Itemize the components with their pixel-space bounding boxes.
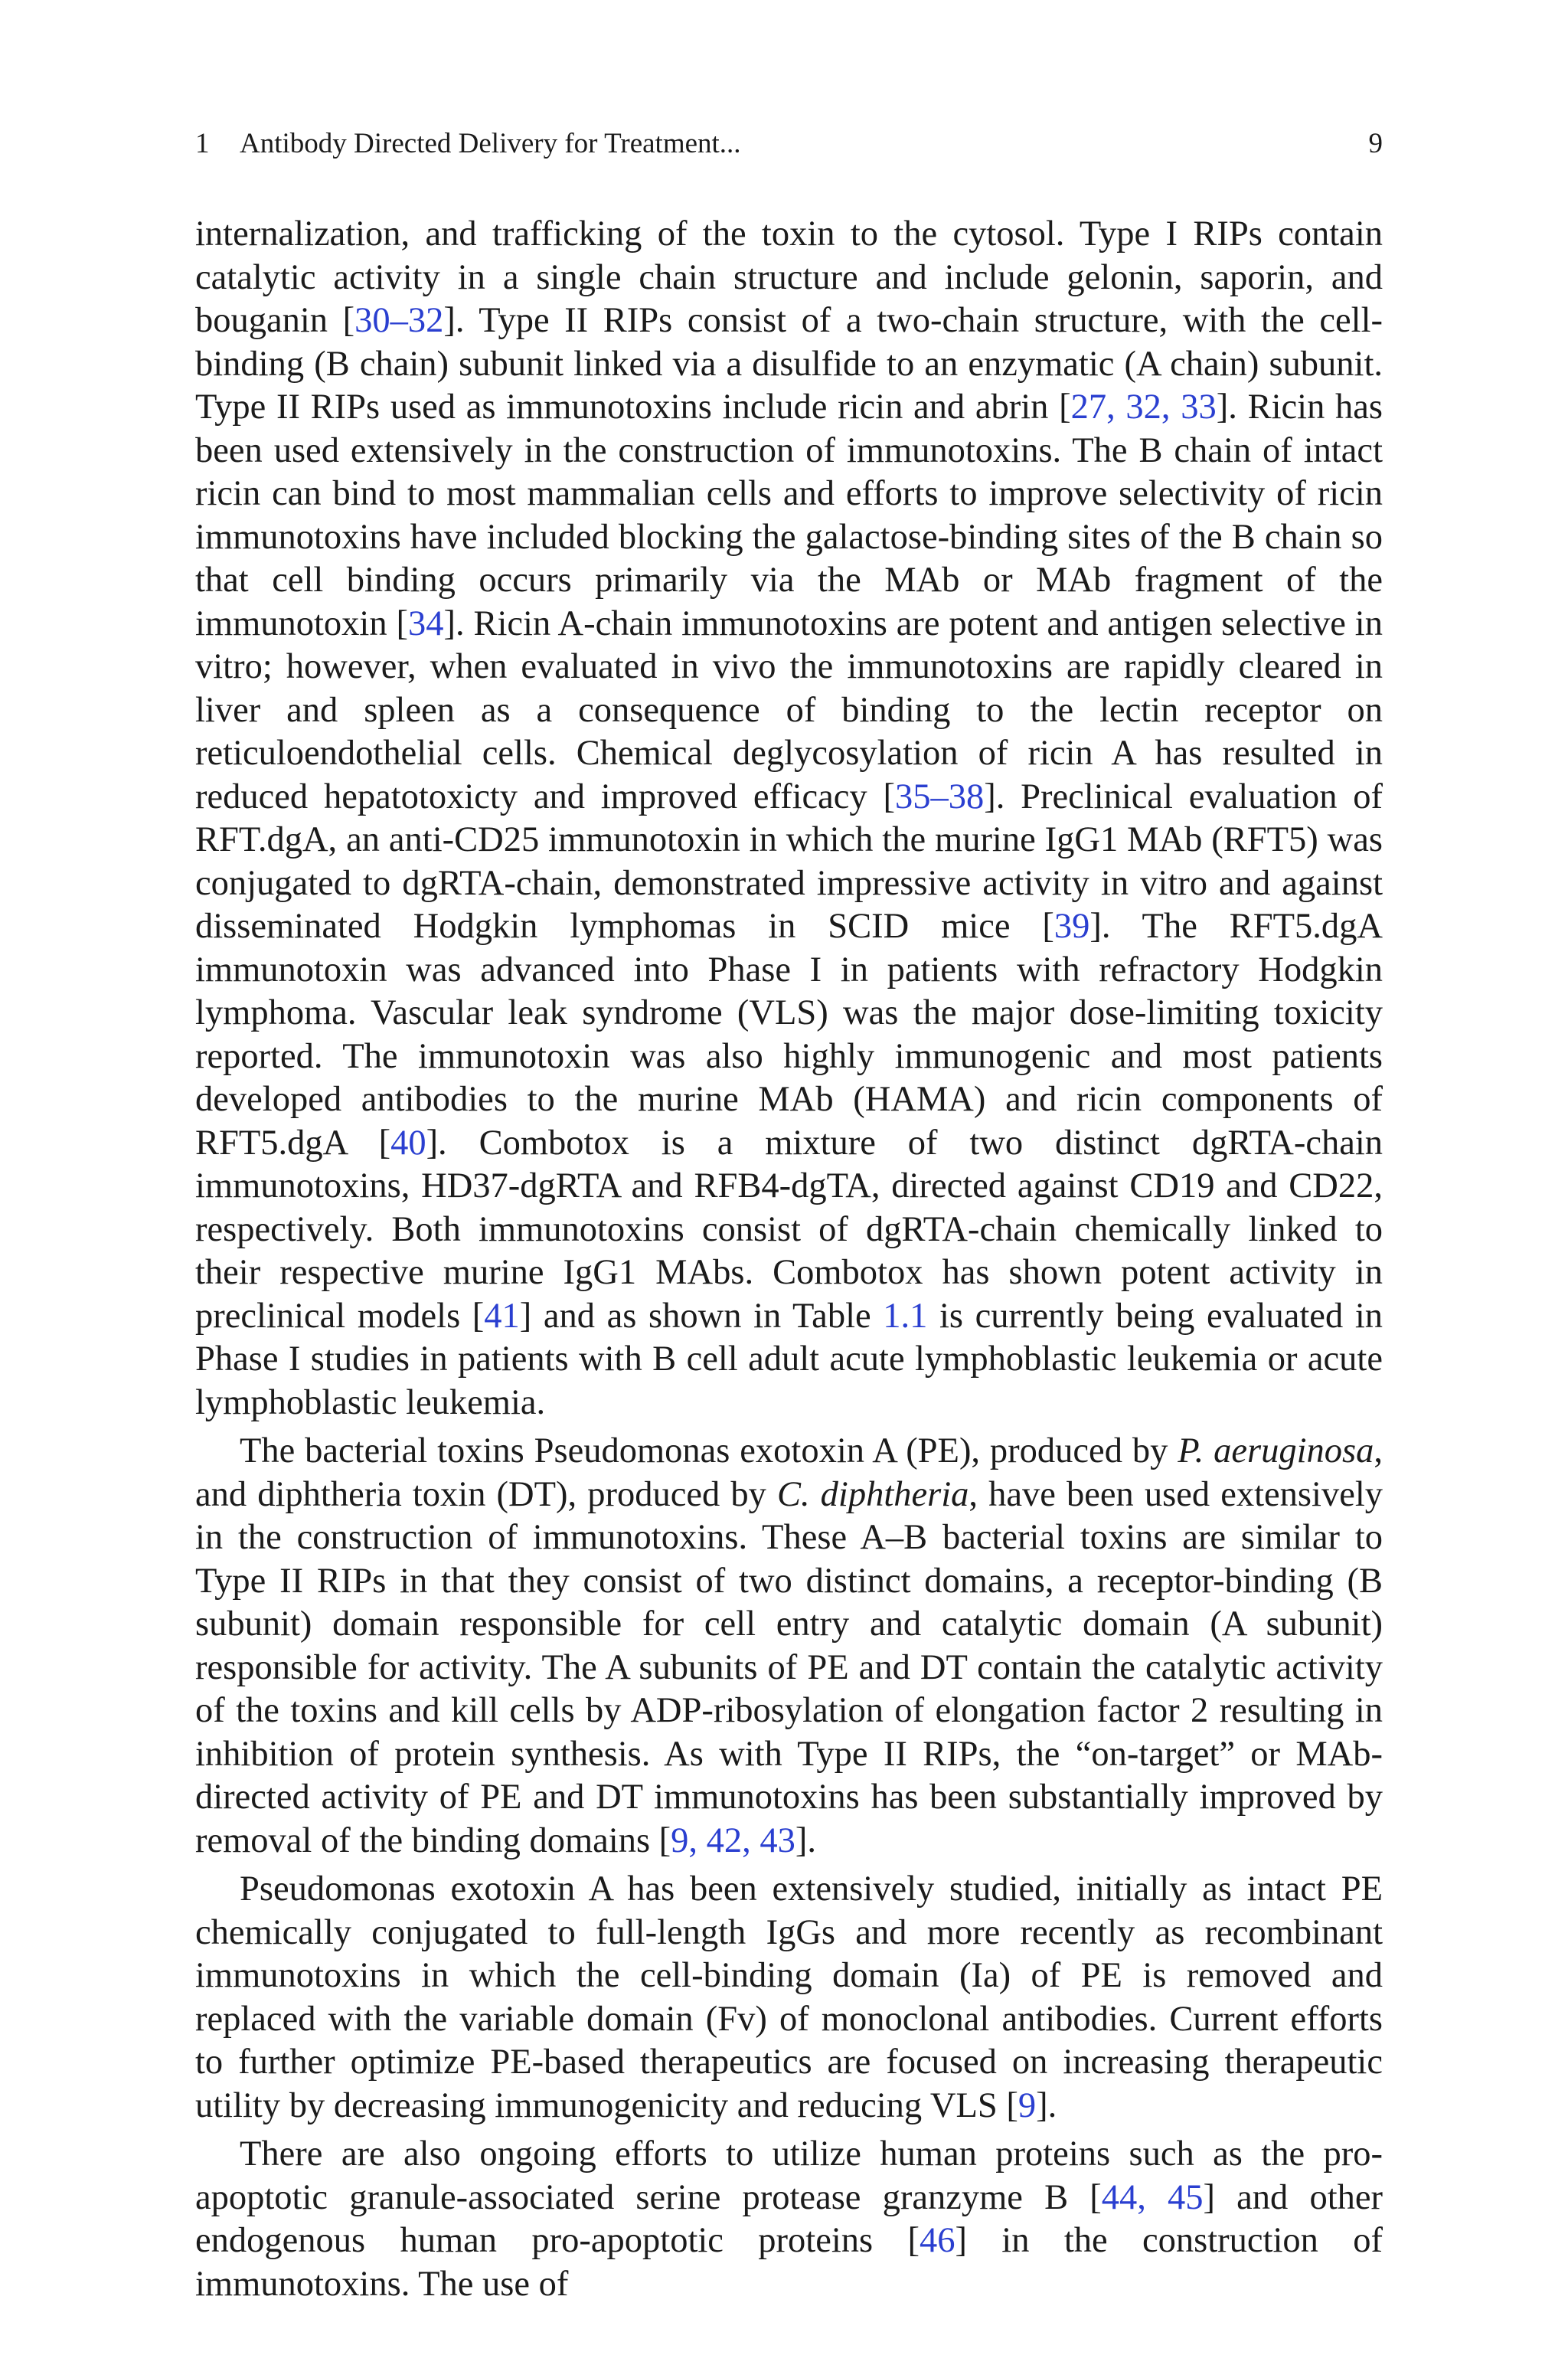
- citation-link[interactable]: 44, 45: [1101, 2177, 1204, 2217]
- text-run: ]. Ricin has been used extensively in the construction of immunotoxins. The B chain of intact ricin can bind to most mammalian cells and efforts to improve selectivity of ricin immunotoxins have included blocking the galactose-binding sites of the B chain so that cell binding occurs primarily via the MAb or MAb fragment of the immunotoxin [: [195, 388, 1383, 643]
- text-run: internalization, and trafficking of the toxin to the cytosol. Type I RIPs contain catalytic activity in a single chain structure and include gelonin, saporin, and bouganin [: [195, 214, 1383, 340]
- citation-link[interactable]: 39: [1054, 907, 1090, 946]
- citation-link[interactable]: 40: [390, 1123, 426, 1163]
- text-run: ]. Ricin A-chain immunotoxins are potent and antigen selective in vitro; however, when evaluated in vivo the immunotoxins are rapidly cleared in liver and spleen as a consequence of binding to the lectin receptor on reticuloendothelial cells. Chemical deglycosylation of ricin A has resulted in reduced hepatotoxicty and improved efficacy [: [195, 603, 1383, 816]
- citation-link[interactable]: 35–38: [894, 777, 985, 816]
- paragraph-4: [195, 2133, 1383, 2306]
- text-run: ].: [795, 1820, 817, 1860]
- running-header: [195, 123, 1383, 165]
- paragraph-1: [195, 213, 1383, 1425]
- text-run: The bacterial toxins Pseudomonas exotoxin A (PE), produced by: [240, 1431, 1178, 1470]
- text-run: ]. Combotox is a mixture of two distinct dgRTA-chain immunotoxins, HD37-dgRTA and RFB4-dgTA, directed against CD19 and CD22, respectively. Both immunotoxins consist of dgRTA-chain chemically linked to their respective murine IgG1 MAbs. Combotox has shown potent activity in preclinical models [: [195, 1123, 1383, 1336]
- text-run: Pseudomonas exotoxin A has been extensively studied, initially as intact PE chemically conjugated to full-length IgGs and more recently as recombinant immunotoxins in which the cell-binding domain (Ia) of PE is removed and replaced with the variable domain (Fv) of monoclonal antibodies. Current efforts to further optimize PE-based therapeutics are focused on increasing therapeutic utility by decreasing immunogenicity and reducing VLS [: [195, 1869, 1383, 2125]
- text-run: , have been used extensively in the construction of immunotoxins. These A–B bacterial toxins are similar to Type II RIPs in that they consist of two distinct domains, a receptor-binding (B subunit) domain responsible for cell entry and catalytic domain (A subunit) responsible for activity. The A subunits of PE and DT contain the catalytic activity of the toxins and kill cells by ADP-ribosylation of elongation factor 2 resulting in inhibition of protein synthesis. As with Type II RIPs, the “on-target” or MAb-directed activity of PE and DT immunotoxins has been substantially improved by removal of the binding domains [: [195, 1474, 1383, 1860]
- species-name: C. diphtheria: [776, 1474, 969, 1514]
- citation-link[interactable]: 41: [484, 1296, 520, 1336]
- text-run: There are also ongoing efforts to utilize human proteins such as the pro-apoptotic granule-associated serine protease granzyme B [: [195, 2134, 1383, 2217]
- paragraph-2: [195, 1430, 1383, 1863]
- text-run: ] and as shown in Table: [519, 1296, 884, 1336]
- citation-link[interactable]: 9: [1018, 2085, 1037, 2125]
- species-name: P. aeruginosa: [1178, 1431, 1374, 1470]
- page-number: 9: [1368, 128, 1383, 159]
- chapter-number: 1: [195, 128, 210, 159]
- text-run: ] and other endogenous human pro-apoptotic proteins [: [195, 2177, 1383, 2260]
- text-run: , and diphtheria toxin (DT), produced by: [195, 1431, 1383, 1514]
- text-run: ]. The RFT5.dgA immunotoxin was advanced into Phase I in patients with refractory Hodgkin lymphoma. Vascular leak syndrome (VLS) was the major dose-limiting toxicity reported. The immunotoxin was also highly immunogenic and most patients developed antibodies to the murine MAb (HAMA) and ricin components of RFT5.dgA [: [195, 907, 1383, 1163]
- citation-link[interactable]: 46: [919, 2221, 956, 2260]
- table-link[interactable]: 1.1: [883, 1296, 928, 1336]
- chapter-title: Antibody Directed Delivery for Treatment...: [240, 128, 741, 159]
- text-run: ]. Type II RIPs consist of a two-chain structure, with the cell-binding (B chain) subunit linked via a disulfide to an enzymatic (A chain) subunit. Type II RIPs used as immunotoxins include ricin and abrin [: [195, 301, 1383, 427]
- citation-link[interactable]: 9, 42, 43: [671, 1820, 795, 1860]
- paragraph-3: [195, 1868, 1383, 2128]
- body-text: [195, 213, 1383, 2306]
- citation-link[interactable]: 34: [407, 603, 444, 643]
- citation-link[interactable]: 27, 32, 33: [1070, 388, 1217, 427]
- text-run: ] in the construction of immunotoxins. The use of: [195, 2221, 1383, 2304]
- text-run: ]. Preclinical evaluation of RFT.dgA, an anti-CD25 immunotoxin in which the murine IgG1 MAb (RFT5) was conjugated to dgRTA-chain, demonstrated impressive activity in vitro and against disseminated Hodgkin lymphomas in SCID mice [: [195, 777, 1383, 946]
- text-run: ].: [1036, 2085, 1057, 2125]
- text-run: is currently being evaluated in Phase I studies in patients with B cell adult acute lymphoblastic leukemia or acute lymphoblastic leukemia.: [195, 1296, 1383, 1422]
- citation-link[interactable]: 30–32: [354, 301, 444, 340]
